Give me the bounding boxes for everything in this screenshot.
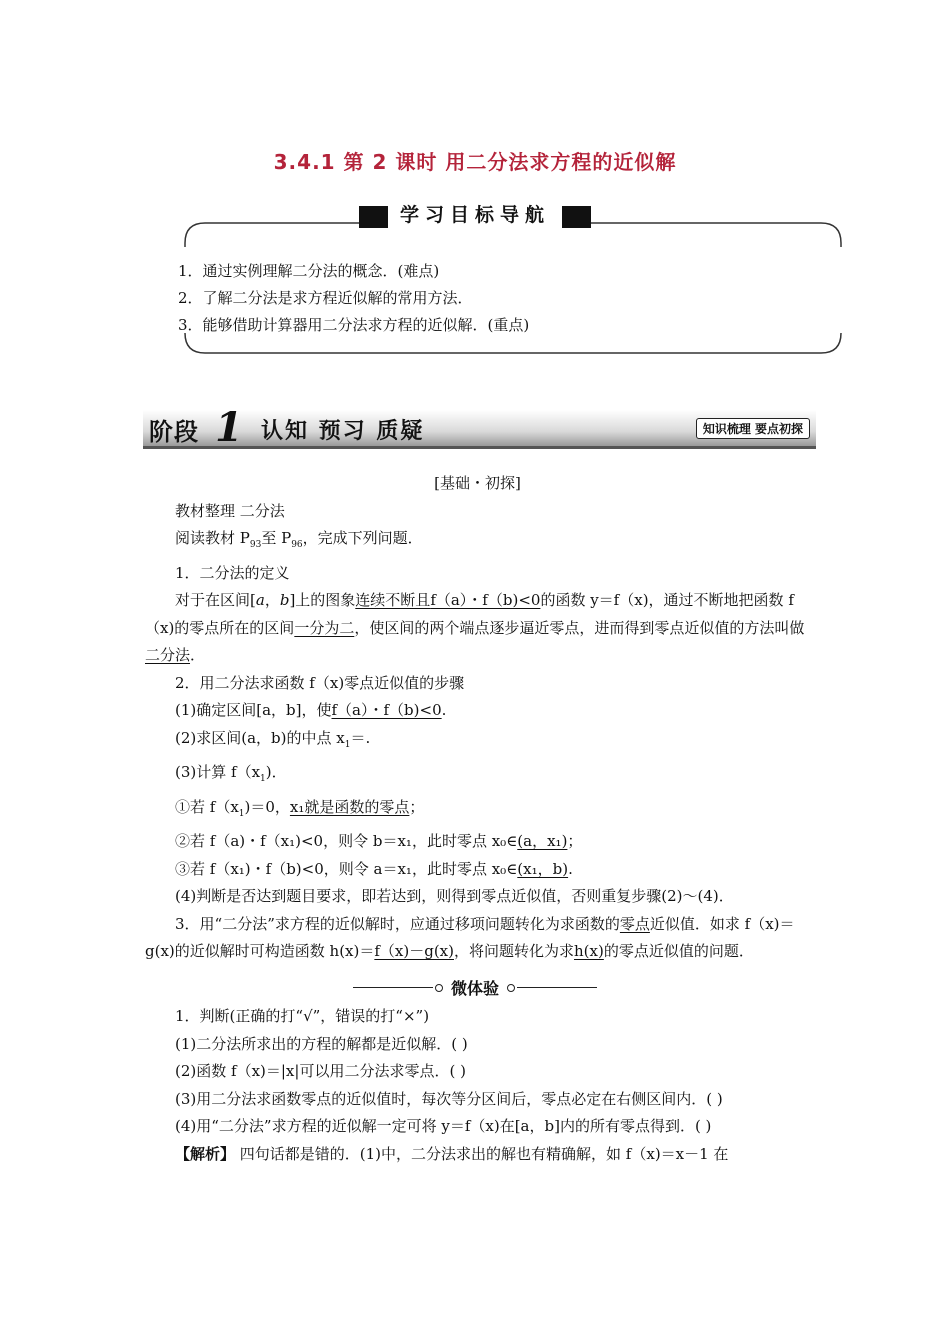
goal-item: 2．了解二分法是求方程近似解的常用方法． (178, 289, 473, 307)
divider-dot-icon (435, 984, 443, 992)
exercise-question: 1．判断(正确的打“√”，错误的打“×”) (175, 1007, 430, 1025)
section-content (145, 470, 810, 966)
analysis-label: 【解析】 (175, 1144, 236, 1163)
goal-item: 1．通过实例理解二分法的概念．(难点) (178, 262, 440, 280)
analysis-paragraph (145, 1141, 810, 1169)
reading-instruction: 阅读教材 $P_{93}$至 $P_{96}$，完成下列问题． (175, 529, 423, 550)
goals-heading (0, 200, 950, 228)
exercise-item: (2)函数 f（x)＝|x|可以用二分法求零点．( ) (175, 1062, 466, 1080)
case-1: ①若 $f(x_1)=0$，x₁就是函数的零点； (175, 797, 425, 819)
exercise-item: (1)二分法所求出的方程的解都是近似解．( ) (175, 1034, 468, 1053)
exercise-content (145, 1003, 810, 1168)
stage-number: 1 (215, 404, 243, 451)
heading-definition: 1．二分法的定义 (175, 563, 290, 582)
case-3: ③若 f（x₁)・f（b)<0，则令 a＝x₁，此时零点 x₀∈(x₁，b). (175, 859, 573, 878)
stage-name: 认知 预习 质疑 (261, 419, 425, 444)
stage-tag: 知识梳理 要点初探 (696, 418, 810, 439)
step-3: (3)计算 $f(x_1)$． (175, 763, 287, 784)
step-1: (1)确定区间[a，b]，使f（a）・f（b)<0. (175, 701, 447, 719)
exercise-divider (0, 976, 950, 999)
goal-item: 3．能够借助计算器用二分法求方程的近似解．(重点) (178, 316, 530, 334)
page-title: 3.4.1 第 2 课时 用二分法求方程的近似解 (273, 150, 677, 174)
step-4: (4)判断是否达到题目要求，即若达到，则得到零点近似值，否则重复步骤(2)～(4)． (175, 887, 734, 905)
stage-banner (143, 404, 816, 451)
exercise-heading: 微体验 (450, 979, 499, 998)
definition-paragraph: 对于在区间[a，b]上的图象连续不断且f（a）・f（b)<0的函数 y＝f（x)，通过不断地把函数 f（x)的零点所在的区间一分为二，使区间的两个端点逐步逼近零点，进而得到零点近似值的方法叫做二分法． (145, 591, 805, 664)
step-2: (2)求区间(a，b)的中点 $x_1=$. (175, 728, 371, 750)
stage-label: 阶段 (149, 418, 199, 446)
goals-heading-text: 学习目标导航 (388, 200, 562, 227)
heading-application: 3．用“二分法”求方程的近似解时，应通过移项问题转化为求函数的零点近似值．如求 f（x)＝g(x)的近似解时可构造函数 h(x)＝f（x)－g(x)，将问题转化为求h(x)的零点近似值的问题． (145, 914, 795, 960)
exercise-item: (3)用二分法求函数零点的近似值时，每次等分区间后，零点必定在右侧区间内．( ) (175, 1089, 723, 1108)
heading-steps: 2．用二分法求函数 f（x)零点近似值的步骤 (175, 673, 465, 692)
exercise-item: (4)用“二分法”求方程的近似解一定可将 y＝f（x)在[a，b]内的所有零点得到．( ) (175, 1117, 712, 1135)
divider-dot-icon (507, 984, 515, 992)
case-2: ②若 f（a)・f（x₁)<0，则令 b＝x₁，此时零点 x₀∈(a，x₁)； (175, 832, 583, 850)
goals-list (178, 258, 529, 339)
basis-label: [基础・初探] (434, 474, 521, 492)
material-title: 教材整理 二分法 (175, 501, 285, 520)
analysis-text: 四句话都是错的．(1)中，二分法求出的解也有精确解，如 f（x)＝x－1 在 (235, 1144, 729, 1163)
